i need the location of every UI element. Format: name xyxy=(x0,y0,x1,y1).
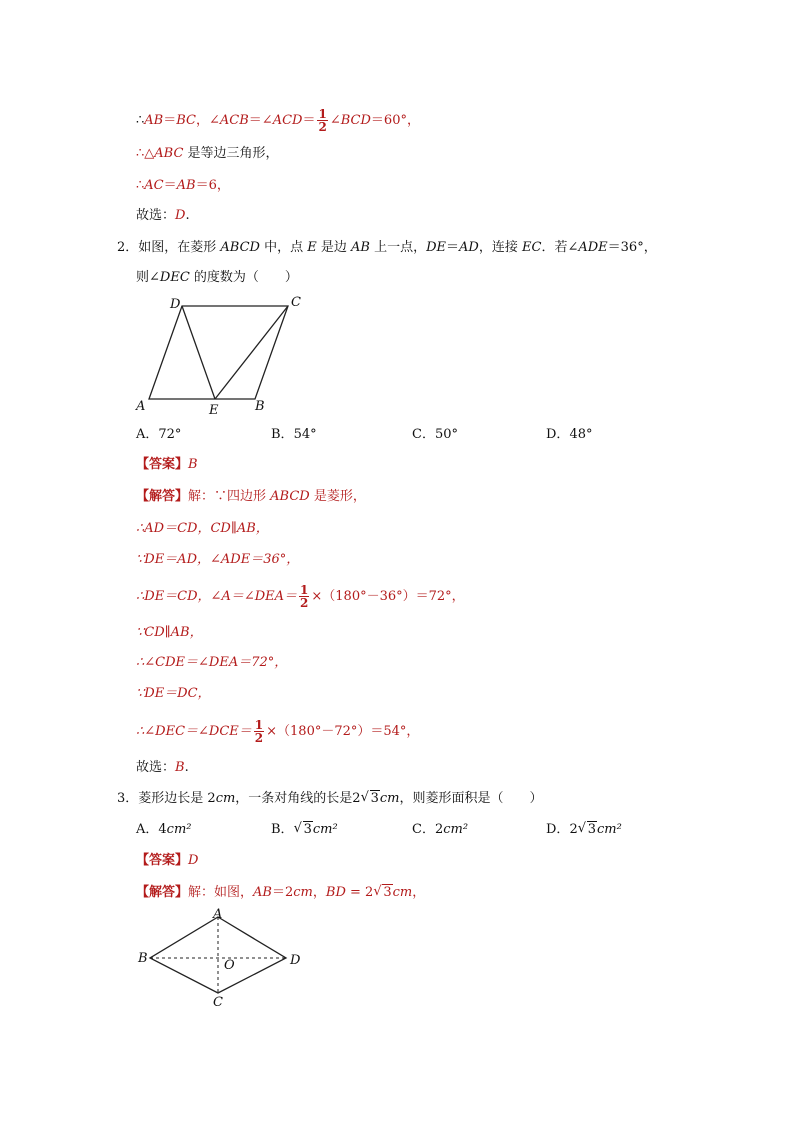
label-c: C xyxy=(291,295,301,310)
option-unit: cm² xyxy=(312,822,338,837)
text: ABCD xyxy=(220,240,260,255)
choose-label: 故选： xyxy=(136,208,176,223)
therefore-symbol: ∴ xyxy=(136,113,145,128)
label-b: B xyxy=(138,951,148,966)
text: ＝2 xyxy=(271,885,294,900)
explain-tag: 【解答】 xyxy=(136,885,189,900)
radicand: 3 xyxy=(370,791,379,806)
q2-explain-4: ∵CD∥AB， xyxy=(136,625,203,640)
text: DE xyxy=(426,240,447,255)
label-d: D xyxy=(290,953,301,968)
explain-tag: 【解答】 xyxy=(136,489,189,504)
sqrt xyxy=(294,821,313,839)
q2-rhombus-figure xyxy=(134,292,314,417)
text: BD xyxy=(325,885,346,900)
fraction-denominator: 2 xyxy=(300,596,309,610)
option-value: 48° xyxy=(569,427,593,442)
q2-explain-3 xyxy=(136,584,465,609)
option-unit: cm² xyxy=(166,822,192,837)
option-value: 72° xyxy=(158,427,182,442)
text: ＝ xyxy=(163,178,177,193)
angle-acd: ACD xyxy=(272,113,303,128)
text: ＝ xyxy=(302,113,316,128)
text: 是菱形， xyxy=(309,489,366,504)
text: ，∠ xyxy=(196,113,220,128)
seg-bc: BC xyxy=(176,113,196,128)
option-d[interactable] xyxy=(546,426,592,444)
text: AB xyxy=(351,240,370,255)
triangle-abc: ABC xyxy=(154,146,184,161)
rhombus-abcd xyxy=(149,306,288,399)
text: ，连接 xyxy=(478,240,522,255)
text: 如图，在菱形 xyxy=(138,240,221,255)
fraction-denominator: 2 xyxy=(318,120,327,134)
option-value: 50° xyxy=(434,427,458,442)
label-c: C xyxy=(213,995,223,1010)
fraction-denominator: 2 xyxy=(254,731,264,745)
q2-explain-0 xyxy=(136,488,366,506)
text: ＝60°， xyxy=(370,113,420,128)
q3-answer xyxy=(136,852,198,870)
option-a[interactable] xyxy=(136,821,192,839)
angle-acb: ACB xyxy=(219,113,249,128)
fraction-half xyxy=(317,108,327,133)
text: cm xyxy=(215,791,236,806)
q2-explain-7 xyxy=(136,719,419,744)
choose-value: B xyxy=(175,760,185,775)
text: cm xyxy=(379,791,400,806)
fraction-numerator: 1 xyxy=(318,107,327,121)
option-b[interactable] xyxy=(271,821,338,839)
option-d[interactable] xyxy=(546,821,622,839)
option-letter: C． xyxy=(412,427,435,442)
q3-explain-0 xyxy=(136,884,425,902)
text: ABCD xyxy=(270,489,310,504)
radicand: 3 xyxy=(303,822,312,837)
text: 中，点 xyxy=(259,240,308,255)
seg-ab: AB xyxy=(176,178,196,193)
text: . xyxy=(185,208,190,223)
option-unit: cm² xyxy=(443,822,469,837)
q2-stem-line2 xyxy=(136,269,298,287)
text: cm xyxy=(293,885,313,900)
text: ＝∠ xyxy=(248,113,273,128)
text: 的度数为（ ） xyxy=(189,270,298,285)
label-o: O xyxy=(224,958,235,973)
q2-stem-line1 xyxy=(117,239,657,257)
q2-explain-6: ∵DE＝DC， xyxy=(136,686,211,701)
text: E xyxy=(307,240,317,255)
text: 是边 xyxy=(316,240,352,255)
option-value: 2 xyxy=(569,822,578,837)
text: 是等边三角形， xyxy=(183,146,279,161)
text: 上一点， xyxy=(369,240,427,255)
text: ∠ xyxy=(329,113,341,128)
answer-tag: 【答案】 xyxy=(136,457,189,472)
text: ．若∠ xyxy=(541,240,579,255)
text: ∴△ xyxy=(136,146,155,161)
option-letter: B． xyxy=(271,822,294,837)
segment-de xyxy=(182,306,215,399)
text: 则∠ xyxy=(136,270,160,285)
text: ， xyxy=(412,885,426,900)
q2-explain-2: ∵DE＝AD，∠ADE＝36°， xyxy=(136,552,300,567)
answer-value: D xyxy=(188,853,199,868)
text: 解：∵四边形 xyxy=(188,489,271,504)
text: ，则菱形面积是（ ） xyxy=(399,791,543,806)
answer-tag: 【答案】 xyxy=(136,853,189,868)
option-letter: B． xyxy=(271,427,294,442)
radicand: 3 xyxy=(383,885,392,900)
fraction-numerator: 1 xyxy=(300,583,309,597)
text: ×（180°－36°）＝72°， xyxy=(311,589,465,604)
option-a[interactable] xyxy=(136,426,181,444)
text: cm xyxy=(392,885,413,900)
sqrt xyxy=(361,790,380,808)
option-letter: D． xyxy=(546,427,570,442)
text: ＝ xyxy=(446,240,460,255)
q2-explain-5: ∴∠CDE＝∠DEA＝72°， xyxy=(136,655,288,670)
option-letter: C． xyxy=(412,822,435,837)
radicand: 3 xyxy=(587,822,596,837)
q3-options xyxy=(136,821,656,839)
text: ＝36°， xyxy=(607,240,657,255)
segment-ec xyxy=(215,306,288,399)
option-letter: A． xyxy=(136,822,159,837)
option-value: 2 xyxy=(434,822,444,837)
q2-answer xyxy=(136,456,198,474)
text: ADE xyxy=(578,240,608,255)
text: DEC xyxy=(159,270,190,285)
sol1-line3 xyxy=(136,177,230,195)
text: ∴∠DEC＝∠DCE＝ xyxy=(136,724,252,739)
seg-ab: AB xyxy=(144,113,164,128)
option-c[interactable] xyxy=(412,821,468,839)
sol1-line2 xyxy=(136,145,279,163)
label-b: B xyxy=(255,399,265,414)
fraction-numerator: 1 xyxy=(254,718,264,732)
label-a: A xyxy=(213,907,223,922)
sol1-line1 xyxy=(136,108,420,133)
sol1-choose xyxy=(136,207,190,225)
text: EC xyxy=(522,240,542,255)
text: AB xyxy=(253,885,272,900)
q3-rhombus-figure xyxy=(134,905,314,1010)
label-d: D xyxy=(170,297,181,312)
text: AD xyxy=(459,240,479,255)
choose-value: D xyxy=(175,208,186,223)
q2-explain-1: ∴AD＝CD，CD∥AB， xyxy=(136,521,269,536)
angle-bcd: BCD xyxy=(340,113,371,128)
eq: ＝ xyxy=(163,113,177,128)
text: ×（180°－72°）＝54°， xyxy=(266,724,420,739)
fraction-half xyxy=(299,584,309,609)
q2-options xyxy=(136,426,636,444)
answer-value: B xyxy=(188,457,198,472)
text: ＝6， xyxy=(195,178,230,193)
sqrt xyxy=(578,821,597,839)
text: ∴ xyxy=(136,178,145,193)
question-number: 2． xyxy=(117,240,139,255)
option-letter: A． xyxy=(136,427,159,442)
option-unit: cm² xyxy=(597,822,622,837)
option-value: 54° xyxy=(293,427,317,442)
fraction-half xyxy=(254,719,264,744)
option-letter: D． xyxy=(546,822,570,837)
text: ， xyxy=(312,885,326,900)
choose-label: 故选： xyxy=(136,760,176,775)
question-number: 3． xyxy=(117,791,139,806)
text: . xyxy=(184,760,189,775)
seg-ac: AC xyxy=(144,178,164,193)
text: ∴DE＝CD，∠A＝∠DEA＝ xyxy=(136,589,298,604)
option-b[interactable] xyxy=(271,426,317,444)
option-value: 4 xyxy=(158,822,167,837)
sqrt xyxy=(373,884,392,902)
q2-choose xyxy=(136,759,189,777)
label-a: A xyxy=(136,399,146,414)
text: 菱形边长是 2 xyxy=(138,791,216,806)
option-c[interactable] xyxy=(412,426,458,444)
text: ，一条对角线的长是2 xyxy=(235,791,361,806)
label-e: E xyxy=(209,403,219,417)
text: 解：如图， xyxy=(188,885,254,900)
q3-stem xyxy=(117,790,542,808)
text: = 2 xyxy=(345,885,374,900)
